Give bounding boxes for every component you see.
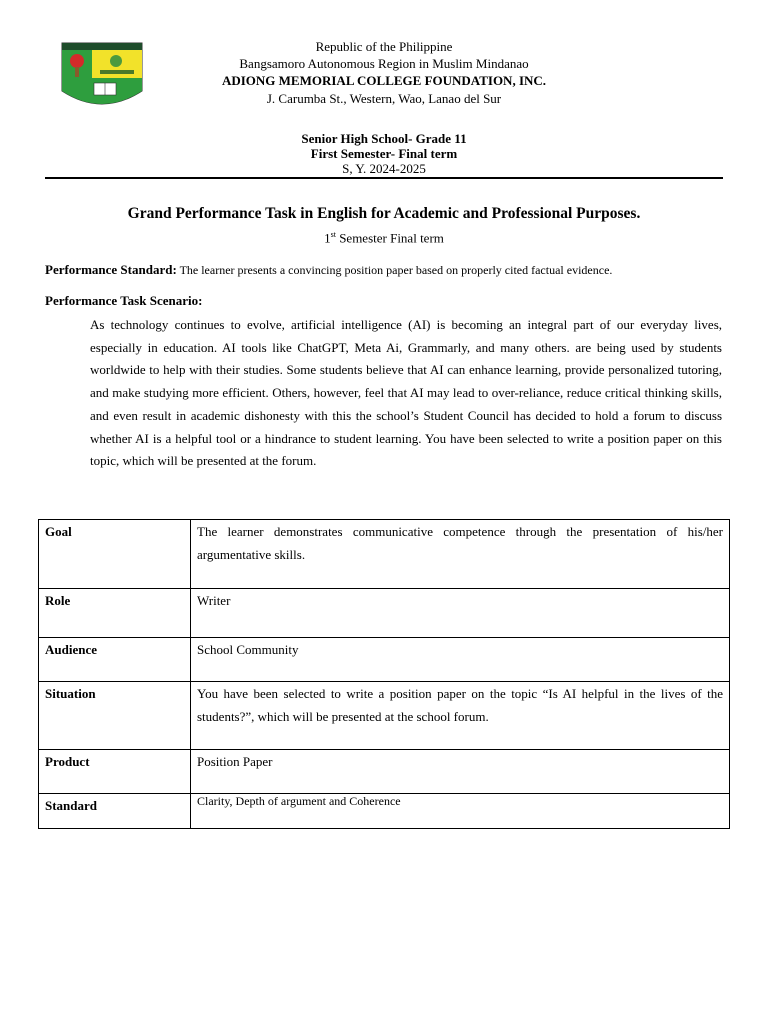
header-address: J. Carumba St., Western, Wao, Lanao del Sur bbox=[266, 91, 502, 106]
subtitle-ordinal: 1 bbox=[324, 230, 331, 246]
subtitle-text: Semester Final term bbox=[335, 230, 444, 246]
row-value: School Community bbox=[191, 638, 730, 682]
performance-standard bbox=[45, 262, 735, 278]
scenario-paragraph: As technology continues to evolve, artificial intelligence (AI) is becoming an integral part of our everyday lives, especially in education. AI tools like ChatGPT, Meta Ai, Grammarly, and many others. are being used by students worldwide to help with their studies. Some students believe that AI can enhance learning, provide personalized tutoring, and make studying more efficient. Others, however, feel that AI may lead to over-reliance, reduce critical thinking skills, and even result in academic dishonesty with this the school’s Student Council has decided to hold a forum to discuss whether AI is a helpful tool or a hindrance to student learning. You have been selected to write a position paper on this topic, which will be presented at the forum. bbox=[90, 317, 722, 469]
header-divider bbox=[45, 177, 723, 179]
grade-level: Senior High School- Grade 11 bbox=[301, 131, 467, 146]
subtitle-ordinal-suffix: st bbox=[330, 230, 336, 239]
row-value: The learner demonstrates communicative competence through the presentation of his/her argumentative skills. bbox=[191, 520, 730, 589]
table-row bbox=[39, 520, 730, 589]
row-key: Role bbox=[39, 589, 191, 638]
scenario-label: Performance Task Scenario: bbox=[45, 293, 203, 308]
school-year: S, Y. 2024-2025 bbox=[342, 161, 426, 176]
row-value: Writer bbox=[191, 589, 730, 638]
table-row bbox=[39, 750, 730, 794]
row-key: Standard bbox=[39, 794, 191, 829]
row-key: Product bbox=[39, 750, 191, 794]
document-subtitle bbox=[0, 230, 768, 246]
document-title: Grand Performance Task in English for Academic and Professional Purposes. bbox=[127, 205, 641, 222]
row-value: Clarity, Depth of argument and Coherence bbox=[191, 794, 730, 829]
table-row bbox=[39, 589, 730, 638]
performance-standard-label: Performance Standard: bbox=[45, 262, 177, 277]
header-school-name: ADIONG MEMORIAL COLLEGE FOUNDATION, INC. bbox=[221, 73, 547, 88]
semester-term: First Semester- Final term bbox=[310, 146, 458, 161]
table-row bbox=[39, 682, 730, 750]
table-row bbox=[39, 638, 730, 682]
table-row bbox=[39, 794, 730, 829]
row-key: Audience bbox=[39, 638, 191, 682]
row-key: Situation bbox=[39, 682, 191, 750]
row-value: Position Paper bbox=[191, 750, 730, 794]
grasps-table bbox=[38, 519, 730, 829]
performance-standard-text: The learner presents a convincing position paper based on properly cited factual evidence. bbox=[176, 263, 613, 277]
header-region: Bangsamoro Autonomous Region in Muslim Mindanao bbox=[239, 56, 529, 71]
row-value: You have been selected to write a position paper on the topic “Is AI helpful in the lives of the students?”, which will be presented at the school forum. bbox=[191, 682, 730, 750]
header-country: Republic of the Philippine bbox=[315, 39, 453, 54]
row-key: Goal bbox=[39, 520, 191, 589]
